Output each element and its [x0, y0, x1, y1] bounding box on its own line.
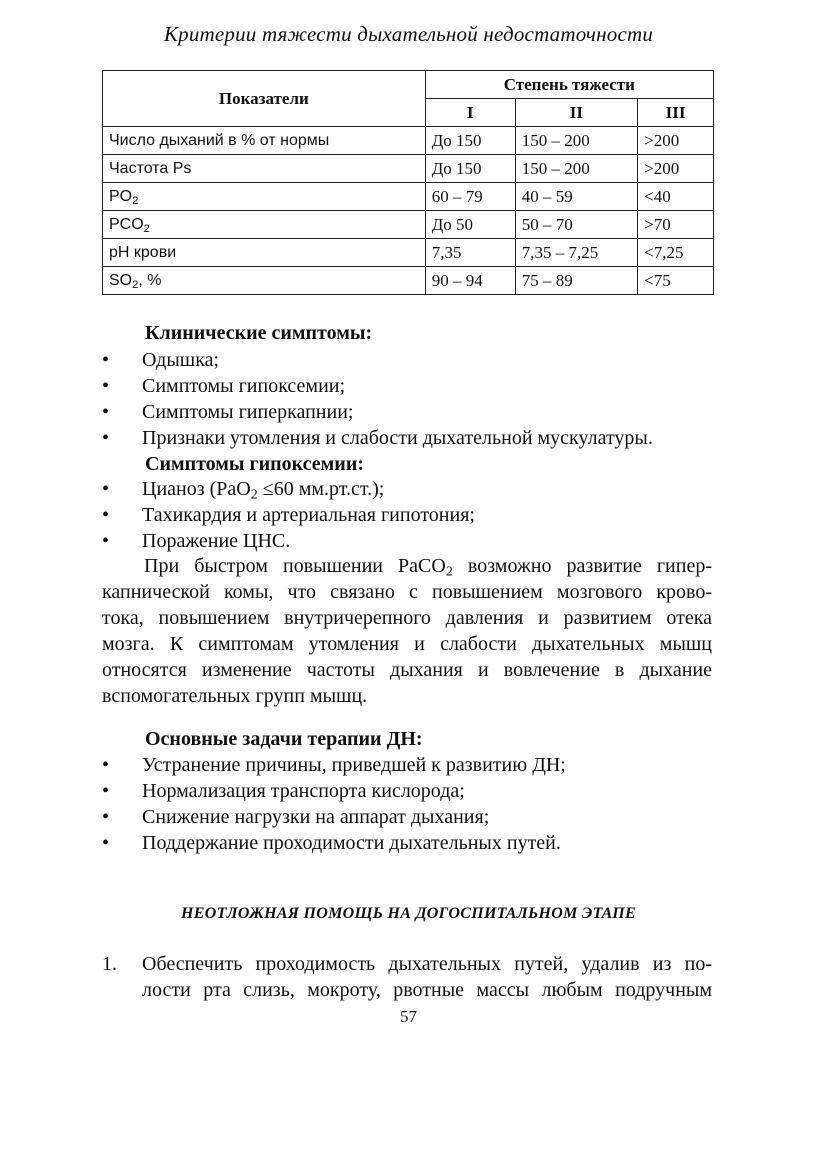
- list-item: • Признаки утомления и слабости дыхательной мускулатуры.: [102, 427, 653, 449]
- page-number: 57: [400, 1007, 417, 1026]
- paragraph-line: При быстром повышении РаСО$_2$ возможно развитие гипер-: [144, 555, 712, 580]
- degree-1: I: [425, 99, 515, 127]
- clinical-heading: Клинические симптомы:: [145, 322, 373, 344]
- body-paragraph: [102, 553, 712, 709]
- cell-degree-1: 90 – 94: [425, 267, 515, 295]
- list-item: • Симптомы гиперкапнии;: [102, 401, 354, 423]
- list-item: • Поддержание проходимости дыхательных путей.: [102, 832, 561, 854]
- row-label: $PO_2$: [103, 183, 426, 211]
- table-row: [103, 183, 714, 211]
- cell-degree-1: До 50: [425, 211, 515, 239]
- row-label: Частота Ps: [103, 155, 426, 183]
- cell-degree-3: >200: [638, 127, 714, 155]
- degree-2: II: [515, 99, 637, 127]
- cell-degree-3: >70: [638, 211, 714, 239]
- cell-degree-2: 150 – 200: [515, 155, 637, 183]
- paragraph-line: тока, повышением внутричерепного давления и развитием отека: [102, 607, 712, 629]
- list-item: • Снижение нагрузки на аппарат дыхания;: [102, 806, 490, 828]
- header-degree: Степень тяжести: [425, 71, 713, 99]
- table-row: [103, 155, 714, 183]
- row-label: $PCO_2$: [103, 211, 426, 239]
- table-row: [103, 267, 714, 295]
- list-item: • Поражение ЦНС.: [102, 530, 291, 552]
- degree-3: III: [638, 99, 714, 127]
- paragraph-line: капнической комы, что связано с повышением мозгового крово-: [102, 581, 712, 603]
- page-title: Критерии тяжести дыхательной недостаточности: [163, 22, 654, 46]
- cell-degree-2: 75 – 89: [515, 267, 637, 295]
- section-title: НЕОТЛОЖНАЯ ПОМОЩЬ НА ДОГОСПИТАЛЬНОМ ЭТАПЕ: [181, 905, 636, 922]
- hypox-heading: Симптомы гипоксемии:: [145, 453, 365, 475]
- numbered-step: [102, 951, 712, 1003]
- list-item: • Цианоз (РаО$_2$ ≤60 мм.рт.ст.);: [102, 478, 385, 503]
- step-line: лости рта слизь, мокроту, рвотные массы любым подручным: [142, 979, 712, 1001]
- table-row: [103, 211, 714, 239]
- cell-degree-2: 40 – 59: [515, 183, 637, 211]
- list-item: • Симптомы гипоксемии;: [102, 375, 346, 397]
- list-item: • Устранение причины, приведшей к развитию ДН;: [102, 754, 566, 776]
- cell-degree-1: 60 – 79: [425, 183, 515, 211]
- paragraph-line: вспомогательных групп мышц.: [102, 685, 368, 707]
- table-row: [103, 127, 714, 155]
- cell-degree-1: До 150: [425, 127, 515, 155]
- cell-degree-2: 150 – 200: [515, 127, 637, 155]
- cell-degree-2: 50 – 70: [515, 211, 637, 239]
- list-item: • Тахикардия и артериальная гипотония;: [102, 504, 475, 526]
- step-number: 1.: [102, 953, 117, 975]
- row-label: pH крови: [103, 239, 426, 267]
- row-label: $SO_2$, %: [103, 267, 426, 295]
- paragraph-line: мозга. К симптомам утомления и слабости дыхательных мышц: [102, 633, 712, 655]
- table-header-row: [103, 71, 714, 99]
- cell-degree-2: 7,35 – 7,25: [515, 239, 637, 267]
- cell-degree-3: >200: [638, 155, 714, 183]
- therapy-heading: Основные задачи терапии ДН:: [145, 728, 423, 750]
- cell-degree-3: <7,25: [638, 239, 714, 267]
- criteria-table: [102, 70, 714, 295]
- paragraph-line: относятся изменение частоты дыхания и вовлечение в дыхание: [102, 659, 712, 681]
- list-item: • Нормализация транспорта кислорода;: [102, 780, 465, 802]
- row-label: Число дыханий в % от нормы: [103, 127, 426, 155]
- cell-degree-1: 7,35: [425, 239, 515, 267]
- step-line: Обеспечить проходимость дыхательных путей, удалив из по-: [142, 953, 712, 975]
- cell-degree-3: <75: [638, 267, 714, 295]
- cell-degree-3: <40: [638, 183, 714, 211]
- table-row: [103, 239, 714, 267]
- list-item: • Одышка;: [102, 349, 220, 371]
- header-indicator: Показатели: [103, 71, 426, 127]
- cell-degree-1: До 150: [425, 155, 515, 183]
